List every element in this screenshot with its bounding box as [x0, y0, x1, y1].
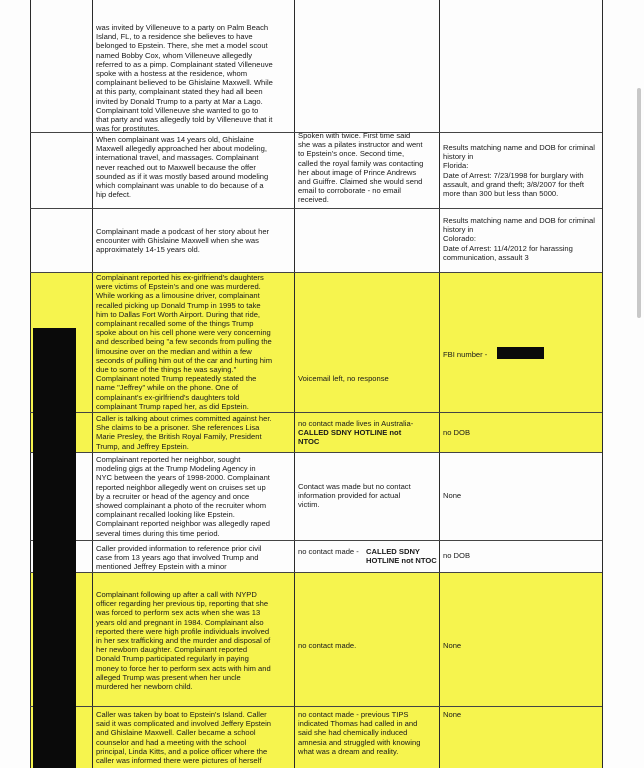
complaint-text: Complainant reported his ex-girlfriend's daughters were victims of Epstein's and one was murdered. While working as a limousine driver, complainant recalled picking up Donald Trump in 1995 to take him to Dallas Fort Worth Airport. During that ride, complainant recalled some of the things Trump spoke about on his cell phone were very concerning and described being "a few seconds from pulling the limousine over on the median and within a few seconds of pulling him out of the car and hurting him due to some of the things he was saying." Complainant noted Trump repeatedly stated the name "Jeffrey" while on the phone. One of complainant's ex-girlfriend's daughters told complainant Trump raped her, as did Epstein. — [96, 273, 273, 411]
row-divider — [30, 540, 602, 541]
contact-status: no contact made - — [298, 547, 359, 556]
criminal-history: Results matching name and DOB for criminal history in Colorado: Date of Arrest: 11/4/2012 for harassing communication, assault 3 — [443, 216, 595, 262]
criminal-history: no DOB — [443, 428, 471, 437]
contact-status: no contact made lives in Australia- — [298, 419, 414, 428]
criminal-history: None — [443, 641, 462, 650]
column-divider — [439, 0, 440, 768]
contact-status: no contact made. — [298, 641, 357, 650]
contact-status: Voicemail left, no response — [298, 374, 389, 383]
contact-status: Spoken with twice. First time said she was a pilates instructor and went to Epstein's once. Second time, called the royal family was contacting her about image of Prince Andrews and Guiffre. Claimed she would send email to corroborate - no email received. — [298, 131, 424, 205]
criminal-history: None — [443, 710, 462, 719]
row-divider — [30, 706, 602, 707]
complaint-text: Complainant reported her neighbor, sought modeling gigs at the Trump Modeling Agency in NYC between the years of 1998-2000. Complainant reported neighbor allegedly went on cruises set up by a recruiter or head of the agency and once showed complainant a photo of the recruiter whom complainant recalled looking like Epstein. Complainant reported neighbor was allegedly raped several times during this time period. — [96, 455, 270, 538]
redaction-bar — [33, 328, 76, 768]
criminal-history: Results matching name and DOB for criminal history in Florida: Date of Arrest: 7/23/1998 for burglary with assault, and grand theft; 3/8/2007 for theft more than 300 but less than 5000. — [443, 143, 595, 199]
row-divider — [30, 412, 602, 413]
complaint-text: Caller provided information to reference prior civil case from 13 years ago that involved Trump and mentioned Jeffrey Epstein with a minor — [96, 544, 262, 572]
column-divider — [294, 0, 295, 768]
complaint-text: Caller is talking about crimes committed against her. She claims to be a prisoner. She references Lisa Marie Presley, the British Royal Family, President Trump, and Jeffrey Epstein. — [96, 414, 272, 451]
row-divider — [30, 208, 602, 209]
row-divider — [30, 452, 602, 453]
criminal-history: None — [443, 491, 462, 500]
complaint-text: Complainant following up after a call with NYPD officer regarding her previous tip, reporting that she was forced to perform sex acts when she was 13 years old and pregnant in 1984. Complainant also reported there were high profile individuals involved in her sex trafficking and the murder and disposal of her newborn daughter. Complainant reported Donald Trump participated regularly in paying money to force her to perform sex acts with him and alleged Trump was present when her uncle murdered her newborn child. — [96, 590, 271, 692]
scrollbar[interactable] — [637, 88, 641, 318]
fbi-number: FBI number - — [443, 350, 488, 359]
hotline-note: CALLED SDNY HOTLINE not NTOC — [366, 547, 437, 566]
column-divider — [92, 0, 93, 768]
complaint-text: Complainant made a podcast of her story about her encounter with Ghislaine Maxwell when she was approximately 14-15 years old. — [96, 227, 270, 255]
column-divider — [602, 0, 603, 768]
complaint-text: was invited by Villeneuve to a party on Palm Beach Island, FL, to a residence she believes to have belonged to Epstein. There, she met a model scout named Bobby Cox, whom Villeneuve allegedly referred to as a pimp. Complainant stated Villeneuve spoke with a hostess at the residence, whom complainant believed to be Ghislaine Maxwell. While at this party, complainant stated they had all been invited by Donald Trump to a party at Mar a Lago. Complainant told Villeneuve she wanted to go to that party and was allegedly told by Villeneuve that it was for prostitutes. — [96, 23, 273, 134]
redaction-bar — [497, 347, 544, 359]
complaint-text: Caller was taken by boat to Epstein's Island. Caller said it was complicated and involved Jeffery Epstein and Ghislaine Maxwell. Caller became a school counselor and had a meeting with the school principal, Linda Kitts, and a police officer where the caller was informed there were pictures of herself — [96, 710, 272, 766]
contact-status: no contact made - previous TIPS indicated Thomas had called in and said she had chemically induced amnesia and struggled with knowing what was a dream and reality. — [298, 710, 421, 756]
contact-status: Contact was made but no contact information provided for actual victim. — [298, 482, 411, 510]
criminal-history: no DOB — [443, 551, 471, 560]
complaint-text: When complainant was 14 years old, Ghislaine Maxwell allegedly approached her about modeling, international travel, and massages. Complainant never reached out to Maxwell because the offer sounded as if it was mostly based around modeling which complainant was unable to do because of a hip defect. — [96, 135, 269, 200]
column-divider — [30, 0, 31, 768]
row-divider — [30, 572, 602, 573]
hotline-note: CALLED SDNY HOTLINE not NTOC — [298, 428, 402, 447]
